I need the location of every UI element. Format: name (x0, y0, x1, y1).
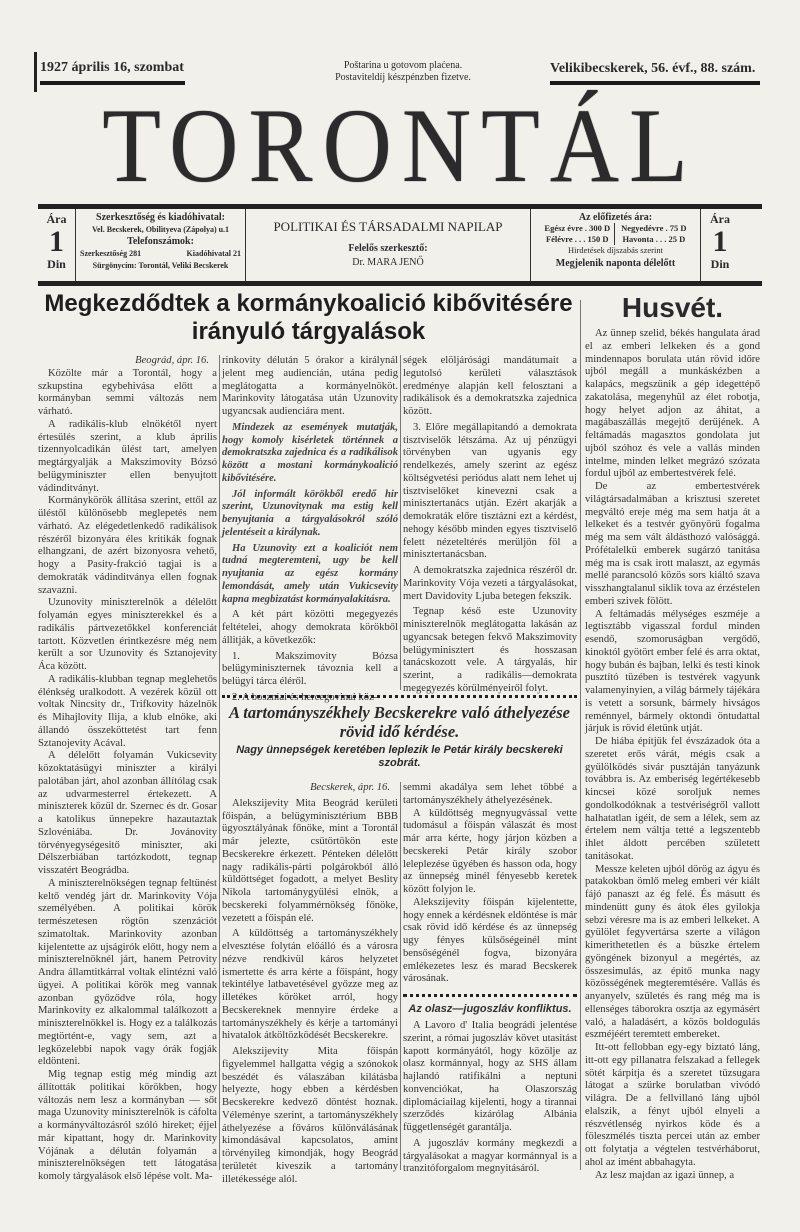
article-column (403, 782, 577, 1175)
paragraph: Mindezek az események mutatják, hogy komoly kisérletek történnek a demokratszka zajednica és a radikálisok között a mostani kormánykoalició kibővitésére. (222, 421, 398, 484)
paper-subtitle-box (246, 209, 531, 281)
article-column (222, 782, 398, 1185)
column-rule (219, 355, 220, 1170)
article-column (585, 328, 761, 1181)
subscription-quarter: Negyedévre . 75 D (621, 223, 687, 233)
price-label: Ára (46, 212, 67, 226)
publication-schedule: Megjelenik naponta délelőtt (555, 258, 676, 269)
office-info (76, 209, 246, 281)
paragraph: rinkovity délután 5 órakor a királynál jelent meg audiencián, utána pedig meglátogatta a kormányelnököt. Marinkovity látogatása után Uzunovity ugyancsak audienciára ment. (222, 355, 398, 417)
section-divider (222, 695, 577, 698)
paragraph: Alekszijevity Mita Beográd kerületi főispán, a belügyminisztérium BBB ügyosztályának főnöke, mint a Torontál már jelezte, csütörtökön este Becskerekre érkezett. Pénteken délelőtt nagy radikális-párti polgárokból álló küldöttséget fogadott, a melyet Beslity Nikola tartománygyülési elnök, a becskereki folyammérnökség főnöke, vezetett a főispán elé. (222, 797, 398, 924)
paragraph: 3. Előre megállapitandó a demokrata tisztviselők létszáma. Az uj pénzügyi törvényben van ugyanis egy rendelkezés, amely szerint az egész költségvetési periódus alatt nem lehet uj tisztviselőket kinevezni csak a minisztertanács utján. Ezért akarják a demokraták előre tisztázni ezt a kérdést, nehogy később minden egyes tisztviselő felett nézeteltérés merüljön föl a minisztertanácsban. (403, 421, 577, 561)
column-rule (580, 300, 581, 1170)
paragraph: Itt-ott fellobban egy-egy biztató láng, itt-ott egy pillanatra felszakad a fellegek sötét kárpitja és a szeretet tüzsugara látogat a szürke borulatban vivódó világra. De a fellvillanó láng ujból elalszik, a fényt ujból elnyeli a részvétlenség nyirkos köde és a föleszmélés tiszta percei után az ember ott folytatja a végtelen testvérháborut, ahol az imént abbahagyta. (585, 1042, 760, 1168)
main-headline: Megkezdődtek a kormánykoalició kibővitésére irányuló tárgyalások (44, 290, 573, 345)
paragraph-list (222, 422, 398, 607)
paragraph: Alekszijevity főispán kijelentette, hogy ennek a kérdésnek eldöntése is már csak rövid idő kérdése és az ünnepség ugy fényes külsőségeinél mint bensőségénél fogva, bizonyára emlékezetes lesz és marad Becskerek városának. (403, 896, 577, 985)
article-subheadline: Nagy ünnepségek keretében leplezik le Petár király becskereki szobrát. (236, 744, 563, 769)
paragraph: A demokratszka zajednica részéről dr. Marinkovity Vója vezeti a tárgyalásokat, mert Davidovity Ljuba betegen fekszik. (403, 565, 577, 602)
price-box-right (701, 209, 739, 281)
subscription-year: Egész évre . 300 D (544, 223, 611, 233)
paragraph-list (585, 328, 760, 1182)
paragraph: Mig tegnap estig még mindig azt állították politikai körökben, hogy változás nem lesz a kormányban — sőt maga Uzunovity miniszterelnök is cáfolta a kormányváltozásról szóló hireket; éjjel már kipattant, hogy dr. Marinkovity Vójának a délután folyamán a miniszterelnökségen tett látogatása komoly tárgyalások első lépése volt. Ma- (38, 1069, 217, 1182)
editor-label: Felelős szerkesztő: (348, 243, 428, 254)
postal-note-line: Postaviteldíj készpénzben fizetve. (335, 72, 471, 83)
price-value: 1 (712, 225, 728, 258)
section-divider (403, 994, 577, 997)
paragraph-list (403, 422, 577, 696)
paragraph: Alekszijevity Mita főispán figyelemmel hallgatta végig a szónokok beszédét és válaszában kilátásba helyezte, hogy ebben a kérdésben Becskerekre kedvező döntést hoznak. Véleménye szerint, a tartományszékhely áthelyezése a főváros különválásának kimondásával kapcsolatos, amint törvényileg kimondják, hogy Beográd területét kiveszik a tartomány illetékessége alól. (222, 1046, 398, 1185)
price-box-left (38, 209, 76, 281)
price-label: Ára (710, 212, 730, 226)
office-title: Szerkesztőség és kiadóhivatal: (96, 212, 225, 223)
paragraph: Az ünnep szelid, békés hangulata árad el az emberi lelkeken és a gond mindennapos borulata után rövid időre ujból megáll a munkáskézben a kalapács, megszünik a gép idegettépő zakatolása, megenyhül az élet robotja, hogy helyet adjon az áhitat, a magábaszállás megejtő derüjének. A feltámadás magasztos gondolata jut ujból szóhoz és vele a vallás minden intelme, minden lelket megrázó szózata fordul ujból az embertestvérek felé. (585, 328, 760, 480)
divider (40, 81, 185, 85)
info-band (38, 204, 762, 286)
office-address: Vel. Becskerek, Obilityeva (Zápolya) u.1 (91, 225, 230, 234)
column-rule (400, 782, 401, 1170)
paragraph: Közölte már a Torontál, hogy a szkupstina egybehivása előtt a kormányban semmi változás nem várható. (38, 367, 217, 417)
paragraph-list (38, 368, 217, 1184)
paragraph: De az embertestvérek világtársadalmában a krisztusi szeretet megváltó ereje még ma sem hatja át a lelkeket és a testvér gyönyörü fogalma még ma sem vált áldásthozó valósággá. Prófétalelkü emberek sugárzó tanitása még ma is csak irott malaszt, az egymás mellé parancsoló közös sors kiáltó szava visszhangtalanul siklik tova az érzéstelen emberi szivek fölött. (585, 481, 760, 607)
easter-headline: Husvét. (621, 292, 724, 323)
paragraph: A feltámadás mélységes eszméje a legtisztább vigasszal fordul minden esendő, szomoruságban vergődő, kinoktól gyötört ember felé és arra oktat, hogy bubán és bajban, lelki és testi kinok pusztító tüzében is testvérek vagyunk valamenyinyien, a világ bármely tájékára is vetett a sorsunk, bármely hivságos reménnyel, bármely oktondi öntudattal járjuk is rövid életünk utját. (585, 608, 761, 735)
subscription-info (531, 209, 701, 281)
phone-editorial: Szerkesztőség 281 (80, 249, 142, 258)
paragraph: A miniszterelnökségen tegnap feltünést keltő vendég járt dr. Marinkovity Vója személyében. A politikai körök természetesen rögtön szenzációt szimatoltak. Marinkovity azonban kijelentette az ujságirók előtt, hogy nem a miniszterelnöknél járt, hanem Petrovity Andra államtitkárral voltak elintézni való ügyei. A politikai körök meg vannak azonban győződve róla, hogy Marinkovity ez alkalommal találkozott a miniszterelnökkel is. Hogy ez a találkozás megtörtént-e, vagy sem, azt a legközelebbi napok vagy órák fogják eldönteni. (38, 877, 217, 1068)
subscription-half-year: Félévre . . . 150 D (545, 234, 609, 244)
telegram-address: Sürgönycím: Torontál, Veliki Becskerek (92, 261, 229, 270)
paragraph: A radikális-klub elnökétől nyert értesülés szerint, a klub április tizennyolcadikán ülést tart, amelyen megtárgyalják a Makszimovity Bózsó belügyminiszter ellen benyujtott vádinditványt. (38, 418, 217, 494)
postal-note (318, 60, 488, 84)
paragraph: A küldöttség megnyugvással vette tudomásul a főispán válaszát és most már arra kérte, hogy járjon közben a becskereki Petár király szobor leleplezése ügyében és hasson oda, hogy az ünnepség minél fényesebb keretek között folyjon le. (403, 807, 577, 895)
paragraph: Tegnap késő este Uzunovity miniszterelnök meglátogatta lakásán az ugyancsak betegen fekvő Makszimovity belügyminisztert és hosszasan tanácskozott vele. A tárgyalás, hir szerint, a radikális—demokrata megegyezés körülményeiről folyt. (403, 606, 577, 694)
paragraph: ségek elöljárósági mandátumait a legutolsó kerületi választások eredménye alapján kell felosztani a radikálisok és a demokratszka zajednica között. (403, 355, 577, 417)
phones-title: Telefonszámok: (127, 236, 194, 247)
paragraph: A két párt közötti megegyezés feltételei, ahogy demokrata körökből állitják, a következők: (222, 609, 398, 646)
issue-number: Velikibecskerek, 56. évf., 88. szám. (550, 61, 756, 76)
postal-note-line: Poštarina u gotovom plaćena. (343, 60, 463, 71)
paragraph: 2. A boszniai és hercegovinai köz- (232, 691, 378, 703)
subscription-month: Havonta . . . 25 D (622, 234, 686, 244)
paragraph-list (403, 1020, 577, 1176)
masthead-logo: TORONTÁL (102, 86, 698, 205)
article-column (38, 355, 217, 1182)
article-headline: A tartományszékhely Becskerekre való áthelyezése rövid idő kérdése. (229, 703, 570, 741)
paragraph: 1. Makszimovity Bózsa belügyminiszternek távoznia kell a belügyi tárca éléről. (222, 650, 398, 687)
paragraph: Kormánykörök állítása szerint, ettől az üléstől különösebb meglepetés nem várható. Az elégedetlenkedő radikálisok részéről bizonyára éles kritikák fognak elhangzani, de azért bizonyosra vehető, hogy a Pasity-frakció tagjai is a demokraták vádinditványa ellen fognak szavazni. (38, 495, 217, 596)
paragraph: Messze keleten ujból dörög az ágyu és patakokban ömlő meleg emberi vér kiált fájó panaszt az ég felé. És másutt és mindenütt guny és átok éles gyilokja sebzi véresre ma is az emberi lelkeket. A gyülölet fegyvertársa szerte a világon kimerithetetlen és a büszke értelem gyöngének bizonyul a megértés, az összesimulás, az épitő munka nagy közösségének megteremtésére. Vallás és anyanyelv, születés és rang még ma is ellenséges táborokra osztja az egymásért való, a haladásért, a közös boldogulás eszméjéért teremtett embereket. (585, 863, 760, 1041)
paragraph: Uzunovity miniszterelnök a délelőtt folyamán egyes miniszterekkel és a radikális pártvezetőkkel konferenciát tartott. Közvetlen érintkezésre még nem került a sor Uzunovity és Sztanojevity Áca között. (38, 597, 217, 672)
paragraph: A küldöttség a tartományszékhely elvesztése folytán előálló és a városra nézve rendkivül káros helyzetet ismertette és arra kérte a főispánt, hogy tekintélye latbavetésével győzze meg az illetékes köröket arról, hogy Becskereknek mennyire érdeke a tartományszékhely és kérje a tartományi hivatalok átköltözködését Becskerekre. (222, 928, 398, 1042)
article-column (403, 355, 577, 694)
paragraph: A radikális-klubban tegnap meglehetős élénkség uralkodott. A vezérek közül ott voltak Nincsity dr., Trifkovity házelnök és Mihajlovity Ilija, a klub elnöke, aki állandó összeköttetést tart fenn Sztanojevity Acával. (38, 673, 217, 749)
paragraph: A délelőtt folyamán Vukicsevity közoktatásügyi miniszter a királyi palotában járt, ahol azonban állítólag csak az udvarmesterrel értekezett. A miniszterek közül dr. Szernec és dr. Gosar a katolikus ünnepekre hazautaztak Szlovéniába. Dr. Jovánovity törvényegységesitő miniszter, aki Délszerbiában tartózkodott, tegnap visszatért Beográdba. (38, 750, 217, 876)
issue-date: 1927 április 16, szombat (40, 60, 184, 75)
paper-subtitle: POLITIKAI ÉS TÁRSADALMI NAPILAP (273, 219, 503, 234)
paragraph: A jugoszláv kormány megkezdi a tárgyalásokat a magyar kormánnyal is a tranzitóforgalom megnyitásáról. (403, 1137, 577, 1175)
dateline: Becskerek, ápr. 16. (310, 782, 390, 793)
paragraph: Az lesz majdan az igazi ünnep, a (595, 1169, 735, 1181)
ads-note: Hirdetések díjszabás szerint (568, 245, 663, 255)
price-unit: Din (47, 257, 66, 271)
paragraph: Jól informált körökből eredő hir szerint, Uzunovitynak ma estig kell benyujtania a tárgyalásokról szóló jelentéseit a királynak. (222, 488, 398, 538)
divider (550, 81, 760, 85)
article-heading-block (222, 703, 577, 779)
paragraph-list (222, 609, 398, 704)
paragraph: A Lavoro d' Italia beográdi jelentése szerint, a római jugoszláv követ utasitást kapott kormányától, hogy közölje az olasz kormánnyal, hogy az SHS állam hajlandó ratifikálni a neptuni konvenciókat, ha Olaszország diplomáciailag kijelenti, hogy a tirannai szerződés kizárólag Albánia függetlenségét garantálja. (403, 1020, 577, 1133)
paragraph: semmi akadálya sem lehet többé a tartományszékhely áthelyezésének. (403, 782, 577, 806)
paragraph: Ha Uzunovity ezt a koaliciót nem tudná megteremteni, ugy be kell nyujtania az egész kormány lemondását, amely után Vukicsevity kapna megbizatást kormányalakitásra. (222, 542, 398, 605)
phone-publisher: Kiadóhivatal 21 (186, 249, 241, 258)
price-value: 1 (49, 225, 64, 258)
price-unit: Din (710, 257, 730, 271)
margin-mark (34, 52, 37, 92)
editor-name: Dr. MARA JENŐ (352, 257, 424, 268)
article-headline: Az olasz—jugoszláv konfliktus. (408, 1003, 572, 1015)
paragraph: De hiába építjük fel évszázadok óta a szeretet erős várát, mégis csak a gyülölködés sivár pusztáján tanyázunk továbbra is. Az emberiség legértékesebb kincsei közé soroljuk nemes gondolkodóknak a testvériségről vallott halhatatlan igéit, de sem a lélek, sem az értelem nem váltja tetté a legszentebb ihlet áldott percében született tanitásokat. (585, 736, 760, 862)
dateline: Beográd, ápr. 16. (135, 355, 209, 366)
paragraph-list (222, 798, 398, 1187)
article-column (222, 355, 398, 703)
column-rule (400, 355, 401, 690)
paragraph-list (403, 808, 577, 987)
subscription-title: Az előfizetés ára: (578, 212, 653, 223)
